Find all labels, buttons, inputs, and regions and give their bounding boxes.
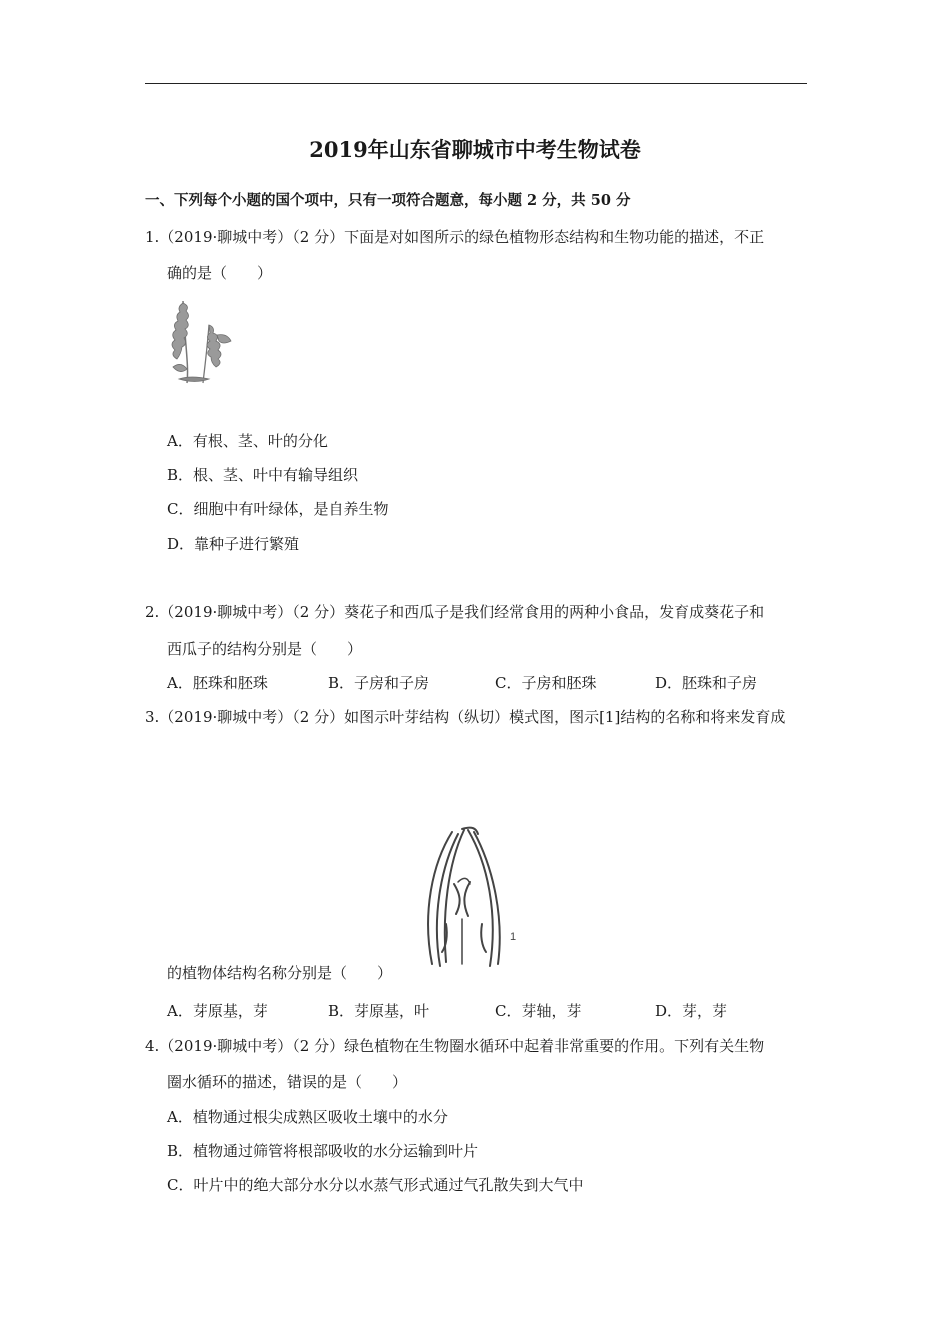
q2-option-a: A．胚珠和胚珠 (167, 674, 268, 692)
q4-option-a: A．植物通过根尖成熟区吸收土壤中的水分 (167, 1108, 448, 1126)
q3-option-d: D．芽，芽 (655, 1002, 728, 1020)
q3-option-a: A．芽原基，芽 (167, 1002, 268, 1020)
q1-option-b: B．根、茎、叶中有输导组织 (167, 466, 359, 484)
q2-option-d: D．胚珠和子房 (655, 674, 758, 692)
q2-option-b: B．子房和子房 (328, 674, 430, 692)
leaf-bud-section-icon (412, 824, 522, 974)
header-rule (145, 83, 807, 84)
fern-plant-icon (165, 295, 235, 387)
q3-option-c: C．芽轴，芽 (495, 1002, 582, 1020)
q1-option-a: A．有根、茎、叶的分化 (167, 432, 328, 450)
q4-option-b: B．植物通过筛管将根部吸收的水分运输到叶片 (167, 1142, 479, 1160)
q1-option-d: D．靠种子进行繁殖 (167, 535, 300, 553)
page-title: 2019年山东省聊城市中考生物试卷 (309, 137, 641, 162)
question-3-stem-line1: 3.（2019·聊城中考）（2 分）如图示叶芽结构（纵切）模式图，图示[1]结构的名称和将来发育成 (145, 708, 786, 726)
question-2-stem-line2: 西瓜子的结构分别是（ ） (167, 640, 363, 658)
question-4-stem-line1: 4.（2019·聊城中考）（2 分）绿色植物在生物圈水循环中起着非常重要的作用。下列有关生物 (145, 1037, 765, 1055)
question-3-stem-line2: 的植物体结构名称分别是（ ） (167, 964, 393, 982)
question-1-stem-line2: 确的是（ ） (167, 264, 273, 282)
q1-option-c: C．细胞中有叶绿体，是自养生物 (167, 500, 389, 518)
q3-option-b: B．芽原基，叶 (328, 1002, 430, 1020)
question-1-stem-line1: 1.（2019·聊城中考）（2 分）下面是对如图所示的绿色植物形态结构和生物功能的描述，不正 (145, 228, 765, 246)
question-4-stem-line2: 圈水循环的描述，错误的是（ ） (167, 1073, 408, 1091)
section-heading: 一、下列每个小题的国个项中，只有一项符合题意，每小题 2 分，共 50 分 (145, 192, 631, 209)
q2-option-c: C．子房和胚珠 (495, 674, 597, 692)
q4-option-c: C．叶片中的绝大部分水分以水蒸气形式通过气孔散失到大气中 (167, 1176, 584, 1194)
figure-label-1: 1 (510, 931, 517, 943)
question-2-stem-line1: 2.（2019·聊城中考）（2 分）葵花子和西瓜子是我们经常食用的两种小食品，发育成葵花子和 (145, 603, 765, 621)
